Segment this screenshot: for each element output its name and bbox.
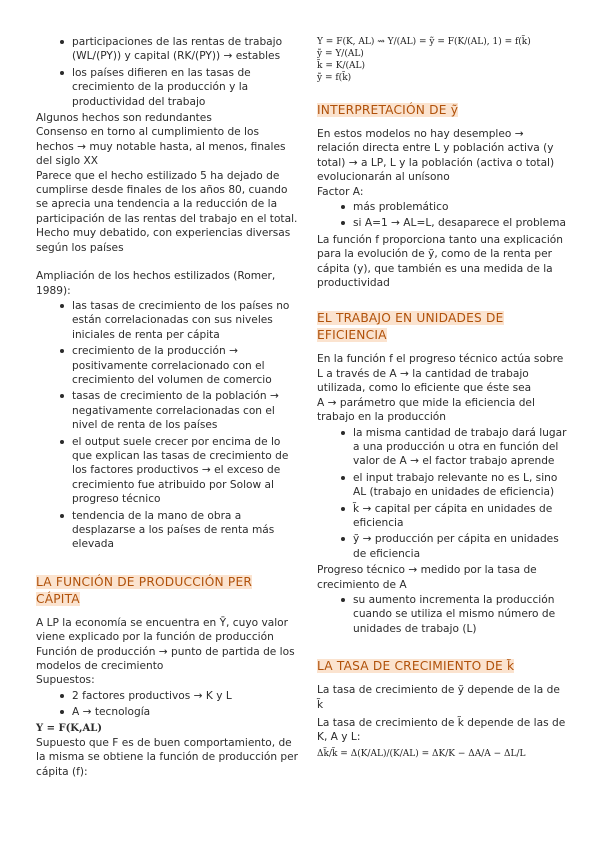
progress-list <box>317 593 567 636</box>
list-item: más problemático <box>337 200 567 214</box>
list-item: tasas de crecimiento de la población → negativamente correlacionadas con el nivel de renta de los países <box>56 389 298 432</box>
paragraph-progress-rate: Progreso técnico → medido por la tasa de crecimiento de A <box>317 564 537 591</box>
growth-formula: Δk̃/k̃ = Δ(K/AL)/(K/AL) = ΔK/K − ΔA/A − ΔL/L <box>317 748 526 759</box>
paragraph-growth-k: La tasa de crecimiento de k̃ depende de las de K, A y L: <box>317 717 566 744</box>
list-item: tendencia de la mano de obra a desplazarse a los países de renta más elevada <box>56 509 298 552</box>
list-item: la misma cantidad de trabajo dará lugar a una producción u otra en función del valor de A → el factor trabajo aprende <box>337 426 567 469</box>
math-block <box>317 36 567 84</box>
left-column <box>36 34 298 779</box>
section-heading-production-function <box>36 574 298 608</box>
paragraph-lp: A LP la economía se encuentra en Ȳ, cuyo valor viene explicado por la función de producción <box>36 616 288 644</box>
efficiency-list <box>317 426 567 562</box>
list-item: si A=1 → AL=L, desaparece el problema <box>337 216 567 230</box>
paragraph-assumptions-label: Supuestos: <box>36 674 95 687</box>
assumptions-list <box>36 689 298 720</box>
section-heading-interpretation <box>317 102 567 119</box>
paragraph-parameter-a: A → parámetro que mide la eficiencia del trabajo en la producción <box>317 396 535 424</box>
section-heading-efficiency-units <box>317 310 567 344</box>
math-line: Y = F(K, AL) ⇝ Y/(AL) = ỹ = F(K/(AL), 1) = f(k̃) <box>317 37 531 47</box>
list-item: A → tecnología <box>56 705 298 719</box>
paragraph-stylized-fact-5: Parece que el hecho estilizado 5 ha dejado de cumplirse desde finales de los años 80, cuando se aprecia una tendencia a la reducción de la participación de las rentas del trabajo en el total. Hecho muy debatido, con experiencias diversas según los países <box>36 169 298 254</box>
math-line: ỹ = f(k̃) <box>317 73 352 83</box>
paragraph-consensus: Consenso en torno al cumplimiento de los hechos → muy notable hasta, al menos, finales del siglo XX <box>36 126 286 168</box>
right-column <box>317 36 567 760</box>
factor-a-list <box>317 200 567 231</box>
romer-bullet-list <box>36 299 298 552</box>
paragraph-no-unemployment: En estos modelos no hay desempleo → relación directa entre L y población activa (y total) → a LP, L y la población (activa o total) evolucionarán al unísono <box>317 128 555 184</box>
list-item: las tasas de crecimiento de los países no están correlacionadas con sus niveles iniciales de renta per cápita <box>56 299 298 342</box>
list-item: los países difieren en las tasas de crecimiento de la producción y la productividad del trabajo <box>56 66 298 109</box>
list-item: crecimiento de la producción → positivamente correlacionado con el crecimiento del volumen de comercio <box>56 344 298 387</box>
list-item: su aumento incrementa la producción cuando se utiliza el mismo número de unidades de trabajo (L) <box>337 593 567 636</box>
paragraph-production-function: Función de producción → punto de partida de los modelos de crecimiento <box>36 645 295 673</box>
list-item: 2 factores productivos → K y L <box>56 689 298 703</box>
heading-text: LA FUNCIÓN DE PRODUCCIÓN PER CÁPITA <box>36 574 253 606</box>
list-item: el input trabajo relevante no es L, sino AL (trabajo en unidades de eficiencia) <box>337 471 567 500</box>
paragraph-per-capita: Supuesto que F es de buen comportamiento, de la misma se obtiene la función de producción per cápita (f): <box>36 737 299 778</box>
math-line: ỹ = Y/(AL) <box>317 49 364 59</box>
section-heading-growth-rate <box>317 658 567 675</box>
heading-text: LA TASA DE CRECIMIENTO DE k̃ <box>317 659 515 674</box>
list-item: ỹ → producción per cápita en unidades de eficiencia <box>337 532 567 561</box>
paragraph-redundant: Algunos hechos son redundantes <box>36 112 212 125</box>
paragraph-function-f: La función f proporciona tanto una explicación para la evolución de ỹ, como de la renta per cápita (y), que también es una medida de la productividad <box>317 233 563 290</box>
heading-text: EL TRABAJO EN UNIDADES DE EFICIENCIA <box>317 311 504 343</box>
list-item: el output suele crecer por encima de lo que explican las tasas de crecimiento de los factores productivos → el exceso de crecimiento fue atribuido por Solow al progreso técnico <box>56 435 298 507</box>
math-line: k̃ = K/(AL) <box>317 61 365 71</box>
heading-text: INTERPRETACIÓN DE ỹ <box>317 103 459 117</box>
list-item: k̃ → capital per cápita en unidades de eficiencia <box>337 502 567 531</box>
paragraph-romer: Ampliación de los hechos estilizados (Romer, 1989): <box>36 270 276 297</box>
list-item: participaciones de las rentas de trabajo (WL/(PY)) y capital (RK/(PY)) → estables <box>56 35 298 64</box>
paragraph-factor-a-label: Factor A: <box>317 185 364 198</box>
intro-bullet-list <box>36 35 298 109</box>
paragraph-technical-progress: En la función f el progreso técnico actúa sobre L a través de A → la cantidad de trabajo utilizada, como lo eficiente que éste sea <box>317 353 564 395</box>
production-formula: Y = F(K,AL) <box>36 722 103 734</box>
paragraph-growth-y: La tasa de crecimiento de ỹ depende de la de k̃ <box>317 684 560 711</box>
